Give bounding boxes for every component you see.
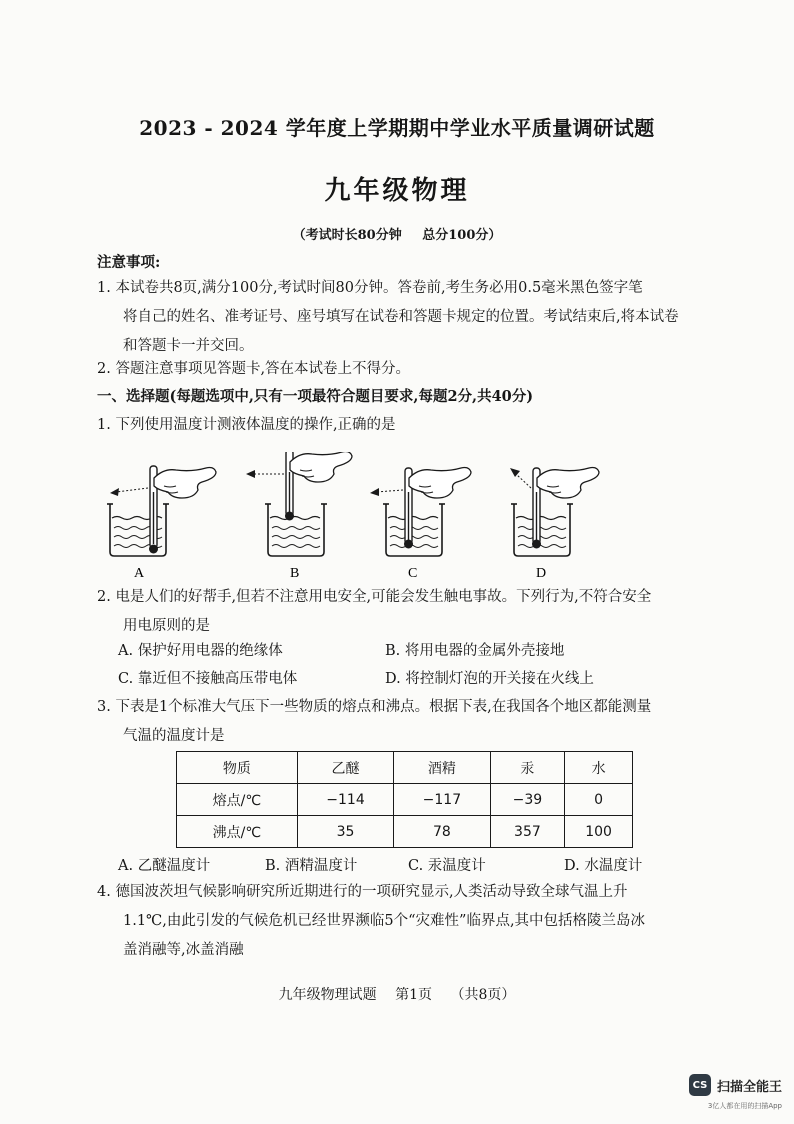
footer-page-number: 第1页: [395, 987, 432, 1003]
table-cell: 35: [297, 816, 393, 848]
note-line: 1. 本试卷共8页,满分100分,考试时间80分钟。答卷前,考生务必用0.5毫米黑色签字笔: [97, 280, 643, 296]
question-1-stem: 1. 下列使用温度计测液体温度的操作,正确的是: [97, 417, 396, 433]
note-item-1: [97, 274, 697, 361]
table-cell: −114: [297, 784, 393, 816]
note-line: 将自己的姓名、准考证号、座号填写在试卷和答题卡规定的位置。考试结束后,将本试卷: [123, 309, 679, 325]
q2-option-c[interactable]: C. 靠近但不接触高压带电体: [118, 671, 298, 687]
page-footer: [0, 984, 794, 1004]
question-2-stem: [97, 583, 697, 641]
melting-boiling-table: [176, 751, 633, 848]
q3-option-c[interactable]: C. 汞温度计: [408, 858, 486, 874]
camscanner-logo-icon: CS: [689, 1074, 711, 1096]
q2-option-d[interactable]: D. 将控制灯泡的开关接在火线上: [385, 671, 594, 687]
question-4-stem: [97, 878, 697, 965]
table-cell: 357: [490, 816, 565, 848]
figure-option-d: [510, 468, 599, 557]
table-header-cell: 乙醚: [297, 752, 393, 784]
table-cell: 沸点/℃: [177, 816, 298, 848]
figure-option-c: [370, 468, 471, 557]
table-row: [177, 784, 633, 816]
question-line: 用电原则的是: [123, 618, 210, 634]
q3-option-d[interactable]: D. 水温度计: [564, 858, 643, 874]
thermometer-figure: [100, 452, 600, 582]
question-line: 2. 电是人们的好帮手,但若不注意用电安全,可能会发生触电事故。下列行为,不符合安全: [97, 589, 652, 605]
figure-label-d: D: [536, 566, 547, 581]
q3-option-a[interactable]: A. 乙醚温度计: [118, 858, 211, 874]
figure-option-b: [246, 452, 352, 556]
question-line: 气温的温度计是: [123, 728, 225, 744]
table-cell: 熔点/℃: [177, 784, 298, 816]
table-cell: 78: [394, 816, 490, 848]
table-header-cell: 水: [565, 752, 633, 784]
q3-option-b[interactable]: B. 酒精温度计: [265, 858, 358, 874]
note-line: 和答题卡一并交回。: [123, 338, 254, 354]
table-row: [177, 816, 633, 848]
table-cell: −39: [490, 784, 565, 816]
figure-option-a: [107, 466, 216, 556]
section-heading: 一、选择题(每题选项中,只有一项最符合题目要求,每题2分,共40分): [97, 388, 534, 405]
q2-option-a[interactable]: A. 保护好用电器的绝缘体: [118, 643, 283, 659]
question-3-stem: [97, 693, 697, 751]
q2-option-b[interactable]: B. 将用电器的金属外壳接地: [385, 643, 565, 659]
footer-total-pages: （共8页）: [450, 987, 516, 1003]
table-header-cell: 汞: [490, 752, 565, 784]
exam-title: 2023 - 2024 学年度上学期期中学业水平质量调研试题: [139, 116, 655, 140]
scanner-app-tagline: 3亿人都在用的扫描App: [707, 1102, 782, 1110]
table-cell: −117: [394, 784, 490, 816]
notes-heading: 注意事项:: [97, 254, 161, 271]
figure-label-c: C: [408, 566, 418, 581]
note-item-2: 2. 答题注意事项见答题卡,答在本试卷上不得分。: [97, 361, 411, 377]
table-header-cell: 物质: [177, 752, 298, 784]
scanner-watermark: [689, 1074, 782, 1096]
exam-meta: [0, 224, 794, 243]
question-line: 盖消融等,冰盖消融: [123, 942, 244, 958]
question-1-figure: [100, 452, 600, 582]
table-cell: 100: [565, 816, 633, 848]
table-cell: 0: [565, 784, 633, 816]
question-line: 3. 下表是1个标准大气压下一些物质的熔点和沸点。根据下表,在我国各个地区都能测量: [97, 699, 652, 715]
exam-duration: （考试时长80分钟: [292, 228, 402, 243]
table-header-row: [177, 752, 633, 784]
scanner-app-name: 扫描全能王: [716, 1079, 782, 1095]
question-line: 4. 德国波茨坦气候影响研究所近期进行的一项研究显示,人类活动导致全球气温上升: [97, 884, 628, 900]
exam-total-score: 总分100分）: [422, 228, 502, 243]
table-header-cell: 酒精: [394, 752, 490, 784]
exam-subject: 九年级物理: [324, 176, 470, 206]
figure-label-b: B: [290, 566, 300, 581]
question-line: 1.1℃,由此引发的气候危机已经世界濒临5个“灾难性”临界点,其中包括格陵兰岛冰: [123, 913, 646, 929]
figure-label-a: A: [134, 566, 145, 581]
footer-title: 九年级物理试题: [278, 987, 377, 1003]
